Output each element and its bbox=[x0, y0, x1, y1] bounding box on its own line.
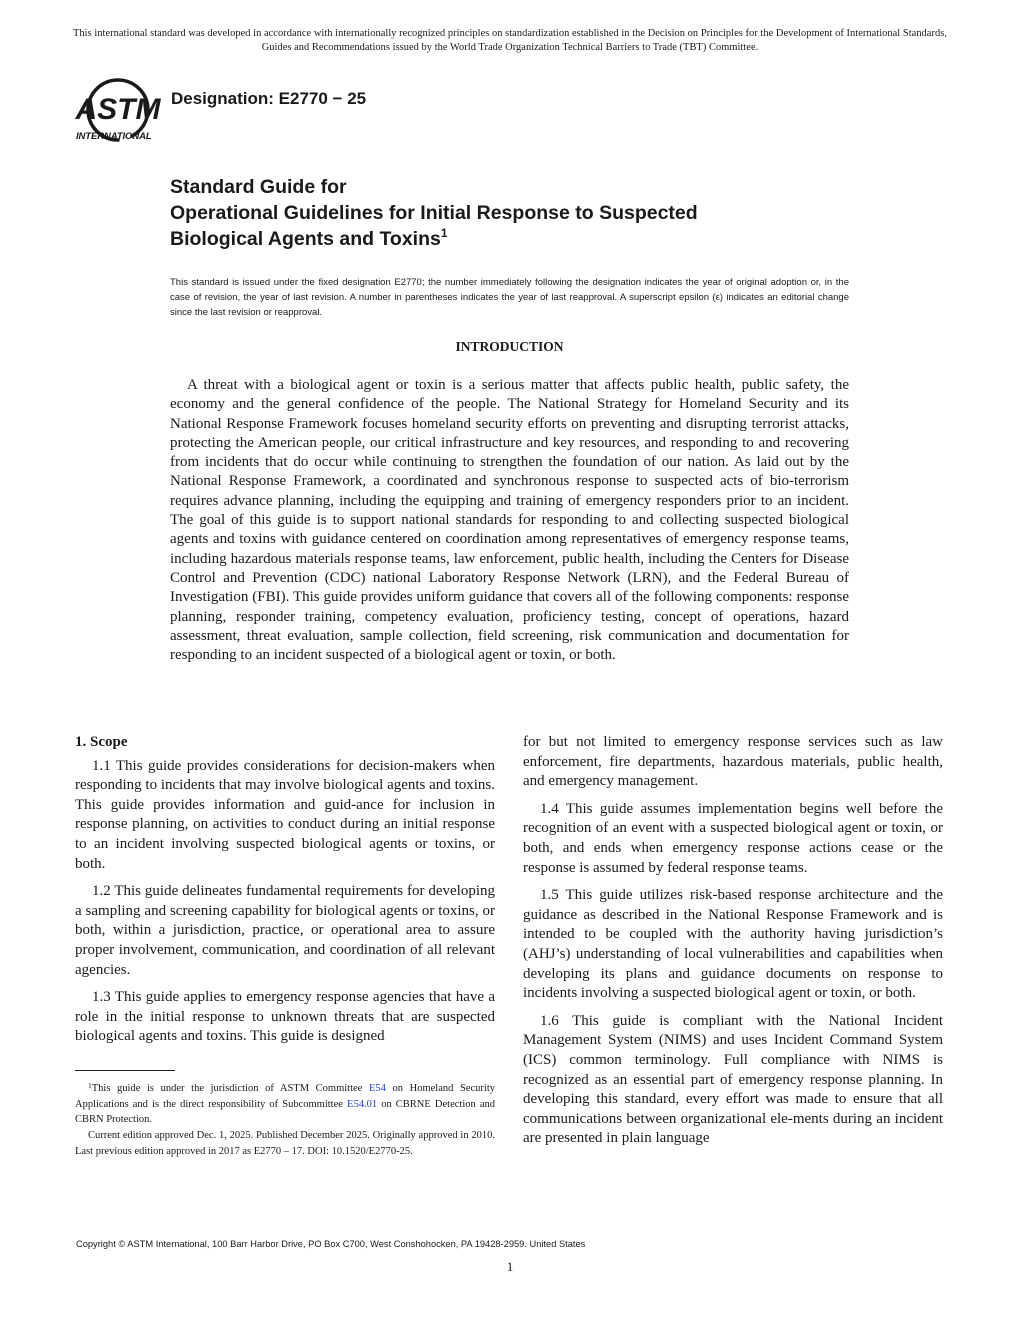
page-number: 1 bbox=[506, 1259, 514, 1274]
title-line-3: Biological Agents and Toxins$^1$ bbox=[170, 226, 448, 250]
paragraph-1-1: 1.1 This guide provides considerations for decision-makers when responding to incidents that may involve biological agents and toxins. This guide provides information and guid-ance for inclusion in response planning, on activities to conduct during an initial response to an incident involving suspected biological agents or toxins, or both. bbox=[75, 757, 495, 872]
paragraph-1-6: 1.6 This guide is compliant with the National Incident Management System (NIMS) and uses Incident Command System (ICS) common terminology. Full compliance with NIMS is recognized as an essential part of emergency response planning. In developing this standard, every effort was made to ensure that all communications between organizational ele-ments during an incident are presented in plain language bbox=[523, 1012, 943, 1147]
right-column bbox=[523, 733, 943, 1157]
document-title bbox=[170, 174, 930, 252]
scope-heading: 1. Scope bbox=[75, 734, 128, 750]
introduction-text: A threat with a biological agent or toxin is a serious matter that affects public health, public safety, the economy and the general confidence of the people. The National Strategy for Homeland Security and its National Response Framework focuses homeland security efforts on preventing and disrupting terrorist attacks, protecting the American people, our critical infrastructure and key resources, and responding to and recovering from incidents that do occur while continuing to strengthen the foundation of our nation. As laid out by the National Response Framework, a coordinated and synchronous response to suspected acts of bio-terrorism requires advance planning, including the equipping and training of emergency responders prior to an incident. The goal of this guide is to support national standards for responding to and collecting suspected biological agents and toxins with guidance centered on coordination among representatives of emergency response teams, including hazardous materials response teams, law enforcement, public health, including the Centers for Disease Control and Prevention (CDC) national Laboratory Response Network (LRN), and the Federal Bureau of Investigation (FBI). This guide provides uniform guidance that covers all of the following components: response planning, responder training, competency evaluation, proficiency testing, concept of operations, hazard assessment, threat evaluation, sample collection, field screening, risk communication and documentation for responding to an incident suspected of a biological agent or toxin, or both. bbox=[170, 377, 849, 664]
wto-notice: This international standard was developed in accordance with internationally recognized principles on standardization established in the Decision on Principles for the Development of International Standards, Guides and Recommendations issued by the World Trade Organization Technical Barriers to Trade (TBT) Committee. bbox=[73, 28, 947, 53]
footnote-divider bbox=[75, 1070, 175, 1071]
paragraph-1-4: 1.4 This guide assumes implementation begins well before the recognition of an event with a suspected biological agent or toxin, or both, and ends when emergency response actions cease or the response is assumed by federal response teams. bbox=[523, 800, 943, 876]
copyright-line: Copyright © ASTM International, 100 Barr Harbor Drive, PO Box C700, West Conshohocken, PA 19428-2959. United States bbox=[76, 1239, 586, 1249]
paragraph-1-3-continued: for but not limited to emergency response services such as law enforcement, fire departments, hazardous materials, public health, and emergency management. bbox=[523, 734, 943, 790]
footnote-edition: Current edition approved Dec. 1, 2025. Published December 2025. Originally approved in 2010. Last previous edition approved in 2017 as E2770 – 17. DOI: 10.1520/E2770-25. bbox=[75, 1130, 495, 1157]
introduction-heading: INTRODUCTION bbox=[455, 339, 564, 354]
committee-link[interactable]: E54 bbox=[368, 1083, 386, 1094]
paragraph-1-3: 1.3 This guide applies to emergency response agencies that have a role in the initial response to unknown threats that are suspected biological agents and toxins. This guide is designed bbox=[75, 989, 495, 1045]
paragraph-1-5: 1.5 This guide utilizes risk-based response architecture and the guidance as described in the National Response Framework and is intended to be coupled with the authority having jurisdiction’s (AHJ’s) understanding of local vulnerabilities and capabilities when developing its plans and guidance documents on response to incidents involving a suspected biological agent or toxin, or both. bbox=[523, 887, 943, 1002]
astm-logo-subtitle: INTERNATIONAL bbox=[76, 131, 152, 142]
footnote bbox=[75, 1081, 495, 1160]
left-column bbox=[75, 733, 495, 1055]
designation: Designation: E2770 − 25 bbox=[171, 89, 367, 108]
issuance-statement: This standard is issued under the fixed designation E2770; the number immediately following the designation indicates the year of original adoption or, in the case of revision, the year of last revision. A number in parentheses indicates the year of last reapproval. A superscript epsilon (ε) indicates an editorial change since the last revision or reapproval. bbox=[170, 277, 849, 318]
paragraph-1-2: 1.2 This guide delineates fundamental requirements for developing a sampling and screening capability for biological agents or toxins, or both, within a jurisdiction, practice, or operational area to assure proper involvement, communication, and coordination of all relevant agencies. bbox=[75, 883, 495, 978]
title-footnote-mark: 1 bbox=[440, 226, 448, 240]
svg-text:ASTM: ASTM bbox=[75, 93, 161, 126]
footnote-jurisdiction: $^1$This guide is under the jurisdiction of ASTM Committee E54 on Homeland Security Applications and is the direct responsibility of Subcommittee E54.01 on CBRNE Detection and CBRN Protection. bbox=[75, 1081, 496, 1126]
title-line-2: Operational Guidelines for Initial Response to Suspected bbox=[170, 202, 698, 224]
subcommittee-link[interactable]: E54.01 bbox=[347, 1098, 378, 1110]
title-line-1: Standard Guide for bbox=[170, 176, 347, 198]
